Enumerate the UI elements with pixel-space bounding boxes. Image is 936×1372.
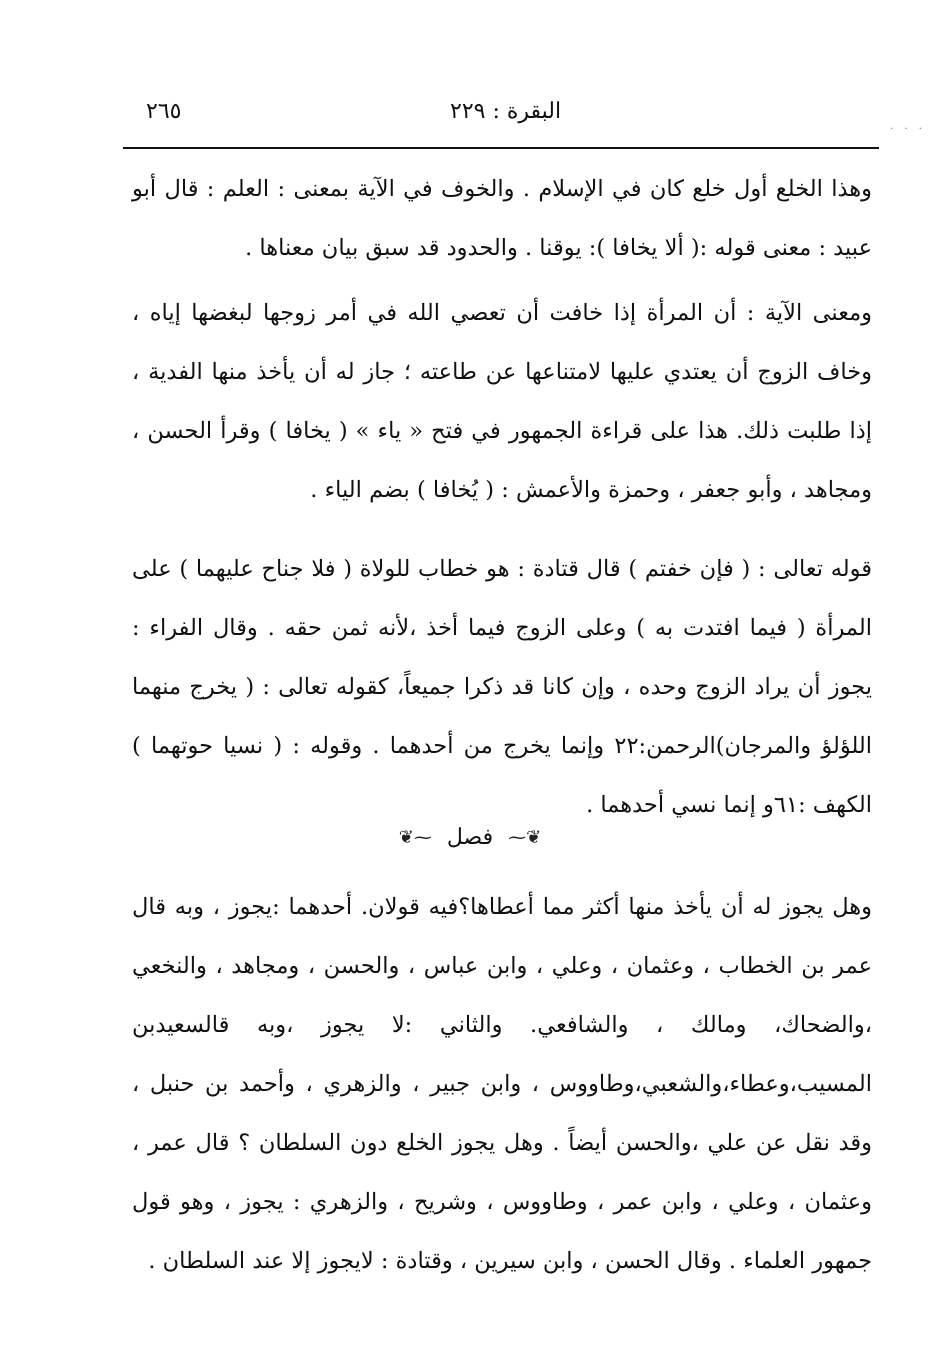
paragraph-2: ومعنى الآية : أن المرأة إذا خافت أن تعصي الله في أمر زوجها لبغضها إياه ، وخاف الزوج أن يعتدي عليها لامتناعها عن طاعته ؛ جاز له أن يأخذ منها الفدية ، إذا طلبت ذلك. هذا على قراءة الجمهور في فتح « ياء » ( يخافا ) وقرأ الحسن ، ومجاهد ، وأبو جعفر ، وحمزة والأعمش : ( يُخافا ) بضم الياء . [132, 300, 872, 503]
ornament-right-icon: ❦⁓ [508, 827, 542, 848]
ornament-left-icon: ⁓❦ [398, 827, 432, 848]
margin-dots: · · · [890, 124, 926, 135]
page-number: ٢٦٥ [146, 99, 182, 124]
paragraph-4: وهل يجوز له أن يأخذ منها أكثر مما أعطاها؟فيه قولان. أحدهما :يجوز ، وبه قال عمر بن الخطاب ، وعثمان ، وعلي ، وابن عباس ، والحسن ، ومجاهد ، والنخعي ،والضحاك، ومالك ، والشافعي. والثاني :لا يجوز ،وبه قالسعيدبن المسيب،وعطاء،والشعبي،وطاووس ، وابن جبير ، والزهري ، وأحمد بن حنبل ، وقد نقل عن علي ،والحسن أيضاً . وهل يجوز الخلع دون السلطان ؟ قال عمر ، وعثمان ، وعلي ، وابن عمر ، وطاووس ، وشريح ، والزهري : يجوز ، وهو قول جمهور العلماء . وقال الحسن ، وابن سيرين ، وقتادة : لايجوز إلا عند السلطان . [132, 894, 872, 1274]
header-rule [123, 147, 879, 149]
section-heading [390, 818, 550, 858]
section-heading-text: فصل [446, 825, 494, 850]
page-header [120, 92, 880, 136]
paragraph-1: وهذا الخلع أول خلع كان في الإسلام . والخوف في الآية بمعنى : العلم : قال أبو عبيد : معنى قوله :( ألا يخافا ): يوقنا . والحدود قد سبق بيان معناها . [132, 176, 872, 261]
running-head: البقرة : ٢٢٩ [450, 99, 562, 124]
paragraph-3: قوله تعالى : ( فإن خفتم ) قال قتادة : هو خطاب للولاة ( فلا جناح عليهما ) على المرأة ( فيما افتدت به ) وعلى الزوج فيما أخذ ،لأنه ثمن حقه . وقال الفراء : يجوز أن يراد الزوج وحده ، وإن كانا قد ذكرا جميعاً، كقوله تعالى : ( يخرج منهما اللؤلؤ والمرجان)الرحمن:٢٢ وإنما يخرج من أحدهما . وقوله : ( نسيا حوتهما ) الكهف :٦١و إنما نسي أحدهما . [132, 556, 872, 818]
